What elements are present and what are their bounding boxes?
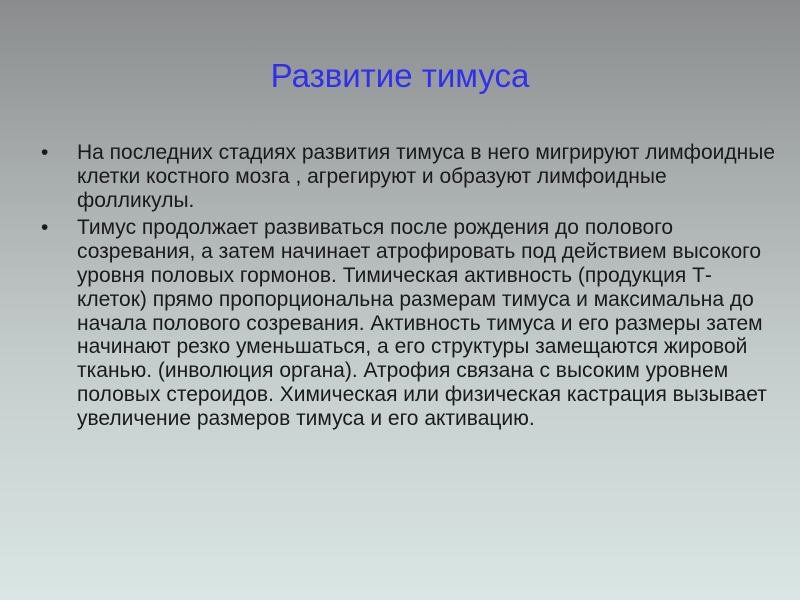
bullet-text: Тимус продолжает развиваться после рождения до полового созревания, а затем начинает атрофировать под действием высокого уровня половых гормонов. Тимическая активность (продукция Т-клеток) прямо пропорциональна размерам тимуса и максимальна до начала полового созревания. Активность тимуса и его размеры затем начинают резко уменьшаться, а его структуры замещаются жировой тканью. (инволюция органа). Атрофия связана с высоким уровнем половых стероидов. Химическая или физическая кастрация вызывает увеличение размеров тимуса и его активацию. [77, 216, 767, 430]
bullet-text: На последних стадиях развития тимуса в него мигрируют лимфоидные клетки костного мозга , агрегируют и образуют лимфоидные фолликулы. [77, 141, 775, 212]
bullet-list [40, 141, 780, 435]
bullet-dot-icon: • [41, 141, 49, 164]
bullet-item [40, 141, 780, 212]
slide-title: Развитие тимуса [270, 57, 530, 94]
bullet-item [40, 216, 780, 430]
bullet-dot-icon: • [41, 216, 49, 240]
